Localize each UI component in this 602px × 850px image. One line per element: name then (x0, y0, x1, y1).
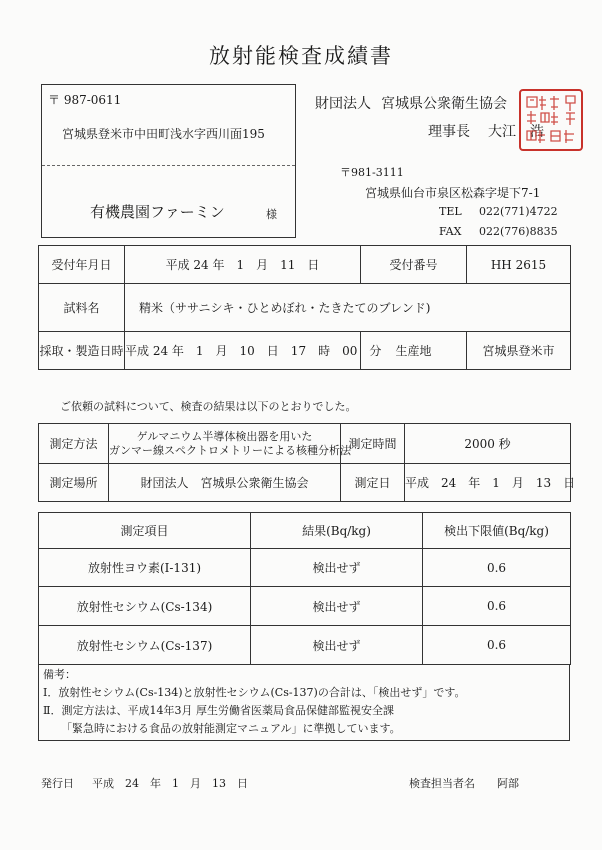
header-limit: 検出下限値(Bq/kg) (423, 513, 571, 549)
issuer-tel (439, 205, 558, 218)
method-table (38, 423, 576, 502)
issuer-org-name: 宮城県公衆衛生協会 (381, 96, 507, 112)
table-row (39, 626, 571, 665)
address-divider (42, 165, 295, 166)
intro-text: ご依頼の試料について、検査の結果は以下のとおりでした。 (60, 400, 357, 413)
reception-no: HH 2615 (467, 246, 571, 284)
issuer-zip: 〒981-3111 (340, 166, 404, 179)
item-result: 検出せず (251, 587, 423, 626)
measure-time: 2000 秒 (405, 424, 571, 464)
issuer-fax (439, 225, 558, 238)
origin: 宮城県登米市 (467, 332, 571, 370)
recipient-address-box (41, 84, 296, 238)
table-row (39, 587, 571, 626)
tel-label: TEL (439, 205, 462, 218)
collected-label: 採取・製造日時 (39, 332, 125, 370)
measure-date: 平成 24 年 1 月 13 日 (405, 464, 571, 502)
measure-date-label: 測定日 (341, 464, 405, 502)
inspector (409, 775, 541, 791)
tel-number: 022(771)4722 (479, 205, 558, 218)
remark-2a: Ⅱ．測定方法は、平成14年3月 厚生労働省医薬局食品保健部監視安全課 (43, 704, 394, 717)
sample-name-label: 試料名 (39, 284, 125, 332)
item-limit: 0.6 (423, 587, 571, 626)
issue-date-label: 発行日 (41, 777, 74, 790)
method-line-1: ゲルマニウム半導体検出器を用いた (136, 429, 313, 443)
item-name: 放射性セシウム(Cs-137) (39, 626, 251, 665)
inspector-name: 阿部 (497, 777, 519, 790)
item-result: 検出せず (251, 549, 423, 587)
issue-date (41, 775, 266, 791)
place-label: 測定場所 (39, 464, 109, 502)
results-table (38, 512, 571, 665)
official-seal-stamp (519, 89, 583, 151)
method-line-2: ガンマー線スペクトロメトリーによる核種分析法 (109, 443, 351, 457)
recipient-honorific: 様 (266, 208, 277, 221)
issuer-person: 大江 浩 (488, 124, 544, 140)
issuer-role: 理事長 (428, 124, 470, 140)
seal-glyphs-icon (521, 91, 581, 149)
inspector-label: 検査担当者名 (409, 777, 475, 790)
sample-info-table (38, 245, 571, 370)
remarks-box (38, 664, 570, 741)
issuer-organization (315, 93, 517, 113)
fax-label: FAX (439, 225, 462, 238)
header-result: 結果(Bq/kg) (251, 513, 423, 549)
issuer-corp-type: 財団法人 (315, 96, 371, 112)
method-label: 測定方法 (39, 424, 109, 464)
header-item: 測定項目 (39, 513, 251, 549)
item-limit: 0.6 (423, 549, 571, 587)
item-name: 放射性ヨウ素(I-131) (39, 549, 251, 587)
method-description (109, 424, 351, 464)
item-result: 検出せず (251, 626, 423, 665)
measure-time-label: 測定時間 (341, 424, 405, 464)
recipient-address: 宮城県登米市中田町浅水字西川面195 (62, 127, 265, 141)
fax-number: 022(776)8835 (479, 225, 558, 238)
origin-label: 生産地 (361, 332, 467, 370)
issue-date-value: 平成 24 年 1 月 13 日 (92, 777, 248, 790)
received-date: 平成 24 年 1 月 11 日 (125, 246, 361, 284)
document-title: 放射能検査成績書 (209, 44, 393, 68)
reception-no-label: 受付番号 (361, 246, 467, 284)
remark-1: Ⅰ．放射性セシウム(Cs-134)と放射性セシウム(Cs-137)の合計は、「検出せず」です。 (43, 686, 466, 699)
recipient-name: 有機農園ファーミン (90, 203, 225, 221)
item-limit: 0.6 (423, 626, 571, 665)
remarks-heading: 備考： (43, 668, 76, 681)
issuer-address: 宮城県仙台市泉区松森字堤下7-1 (365, 186, 541, 200)
item-name: 放射性セシウム(Cs-134) (39, 587, 251, 626)
collected-datetime: 平成 24 年 1 月 10 日 17 時 00 分 (125, 332, 361, 370)
recipient-zip: 〒 987-0611 (48, 93, 122, 107)
measure-place: 財団法人 宮城県公衆衛生協会 (109, 464, 341, 502)
sample-name: 精米（ササニシキ・ひとめぼれ・たきたてのブレンド) (125, 284, 571, 332)
remark-2b: 「緊急時における食品の放射能測定マニュアル」に準拠しています。 (61, 722, 401, 735)
table-row (39, 549, 571, 587)
received-date-label: 受付年月日 (39, 246, 125, 284)
